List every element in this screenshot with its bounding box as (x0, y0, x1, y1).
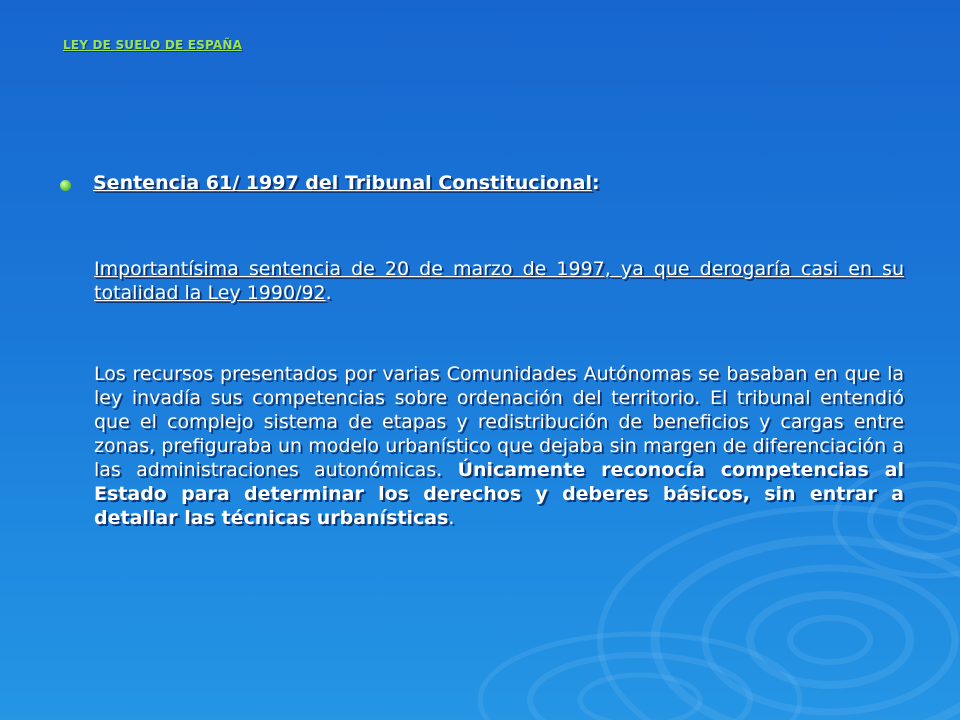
bullet-heading-text: Sentencia 61/ 1997 del Tribunal Constitucional (93, 172, 592, 194)
paragraph2-end: . (448, 507, 455, 529)
bullet-item (60, 169, 910, 197)
paragraph1-underlined-text: Importantísima sentencia de 20 de marzo de 1997, ya que derogaría casi en su totalidad la Ley 1990/92 (94, 258, 904, 304)
paragraph1-end: . (325, 282, 332, 304)
bullet-dot-icon (60, 180, 71, 191)
paragraph-recursos (94, 362, 904, 530)
paragraph-sentence-date (94, 257, 904, 305)
paragraph2-bold-text: Únicamente reconocía competencias al Estado para determinar los derechos y deberes básicos, sin entrar a detallar las técnicas urbanísticas (94, 459, 904, 529)
paragraph2-normal-text: Los recursos presentados por varias Comunidades Autónomas se basaban en que la ley invadía sus competencias sobre ordenación del territorio. El tribunal entendió que el complejo sistema de etapas y redistribución de beneficios y cargas entre zonas, prefiguraba un modelo urbanístico que dejaba sin margen de diferenciación a las administraciones autonómicas. (94, 363, 904, 481)
slide-header-title: LEY DE SUELO DE ESPAÑA (63, 38, 243, 52)
bullet-heading (93, 169, 600, 197)
bullet-heading-suffix: : (592, 172, 600, 194)
